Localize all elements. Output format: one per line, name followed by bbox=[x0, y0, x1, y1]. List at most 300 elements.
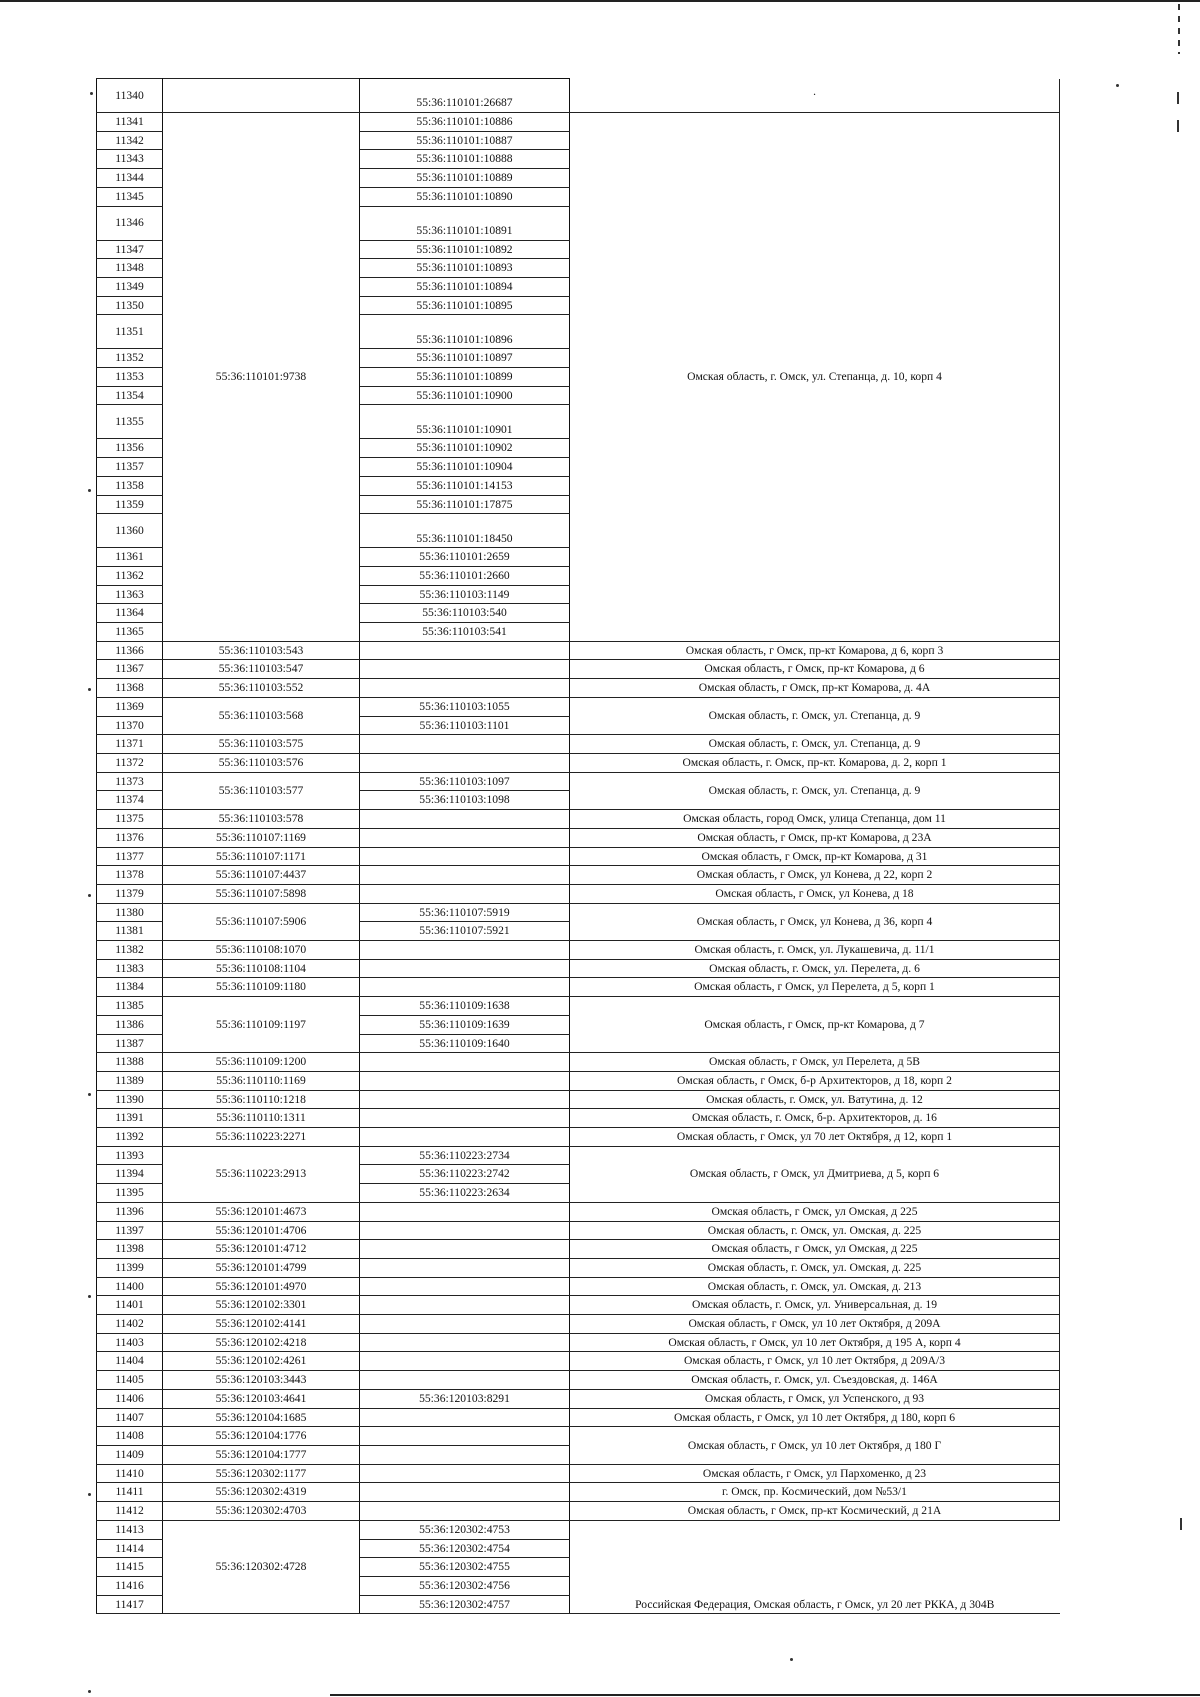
cadastral-number-cell: 55:36:110110:1169 bbox=[163, 1071, 360, 1090]
address-cell: Омская область, г Омск, ул 10 лет Октября, д 195 А, корп 4 bbox=[570, 1333, 1060, 1352]
row-number-cell: 11396 bbox=[97, 1202, 163, 1221]
table-row bbox=[97, 847, 1060, 866]
row-number-cell: 11342 bbox=[97, 131, 163, 150]
address-cell: г. Омск, пр. Космический, дом №53/1 bbox=[570, 1483, 1060, 1502]
included-object-cell: 55:36:110101:10896 bbox=[360, 315, 570, 349]
included-object-cell: 55:36:110101:10886 bbox=[360, 113, 570, 132]
row-number-cell: 11344 bbox=[97, 169, 163, 188]
included-object-cell: 55:36:110101:10887 bbox=[360, 131, 570, 150]
row-number-cell: 11343 bbox=[97, 150, 163, 169]
address-cell: Омская область, г Омск, ул Конева, д 36, корп 4 bbox=[570, 903, 1060, 940]
included-object-cell bbox=[360, 753, 570, 772]
row-number-cell: 11395 bbox=[97, 1184, 163, 1203]
row-number-cell: 11360 bbox=[97, 514, 163, 548]
address-cell: Омская область, г. Омск, ул. Степанца, д. 10, корп 4 bbox=[570, 113, 1060, 642]
address-cell: Омская область, г Омск, ул Пархоменко, д 23 bbox=[570, 1464, 1060, 1483]
included-object-cell: 55:36:110101:10904 bbox=[360, 458, 570, 477]
table-row bbox=[97, 753, 1060, 772]
address-cell: Омская область, г Омск, б-р Архитекторов, д 18, корп 2 bbox=[570, 1071, 1060, 1090]
row-number-cell: 11361 bbox=[97, 548, 163, 567]
row-number-cell: 11354 bbox=[97, 386, 163, 405]
included-object-cell: 55:36:110101:10891 bbox=[360, 206, 570, 240]
row-number-cell: 11373 bbox=[97, 772, 163, 791]
included-object-cell bbox=[360, 1315, 570, 1334]
row-number-cell: 11363 bbox=[97, 585, 163, 604]
address-cell: Омская область, г. Омск, ул. Универсальная, д. 19 bbox=[570, 1296, 1060, 1315]
included-object-cell bbox=[360, 941, 570, 960]
table-row bbox=[97, 1352, 1060, 1371]
included-object-cell: 55:36:110109:1638 bbox=[360, 997, 570, 1016]
cadastral-number-cell: 55:36:110110:1218 bbox=[163, 1090, 360, 1109]
cadastral-number-cell: 55:36:110107:1171 bbox=[163, 847, 360, 866]
address-cell: Омская область, г Омск, пр-кт Комарова, д 6 bbox=[570, 660, 1060, 679]
included-object-cell: 55:36:110101:10888 bbox=[360, 150, 570, 169]
included-object-cell bbox=[360, 847, 570, 866]
row-number-cell: 11402 bbox=[97, 1315, 163, 1334]
cadastral-number-cell: 55:36:110223:2913 bbox=[163, 1146, 360, 1202]
scan-speck bbox=[88, 1493, 91, 1496]
row-number-cell: 11347 bbox=[97, 240, 163, 259]
included-object-cell: 55:36:110101:18450 bbox=[360, 514, 570, 548]
table-row bbox=[97, 884, 1060, 903]
table-row bbox=[97, 1053, 1060, 1072]
row-number-cell: 11416 bbox=[97, 1576, 163, 1595]
table-row bbox=[97, 1483, 1060, 1502]
included-object-cell bbox=[360, 1502, 570, 1521]
cadastral-number-cell: 55:36:120102:4261 bbox=[163, 1352, 360, 1371]
table-row bbox=[97, 79, 1060, 113]
address-cell: Омская область, г. Омск, ул. Съездовская, д. 146А bbox=[570, 1371, 1060, 1390]
row-number-cell: 11341 bbox=[97, 113, 163, 132]
row-number-cell: 11355 bbox=[97, 405, 163, 439]
included-object-cell: 55:36:110103:1098 bbox=[360, 791, 570, 810]
included-object-cell bbox=[360, 828, 570, 847]
table-row bbox=[97, 1427, 1060, 1446]
address-cell: Омская область, г Омск, пр-кт Комарова, д 31 bbox=[570, 847, 1060, 866]
address-cell: Омская область, г Омск, ул Перелета, д 5, корп 1 bbox=[570, 978, 1060, 997]
address-cell: Омская область, г Омск, ул 10 лет Октября, д 209А/3 bbox=[570, 1352, 1060, 1371]
address-cell: Омская область, г Омск, ул Конева, д 18 bbox=[570, 884, 1060, 903]
table-body bbox=[97, 79, 1060, 1614]
table-row bbox=[97, 866, 1060, 885]
row-number-cell: 11371 bbox=[97, 735, 163, 754]
included-object-cell bbox=[360, 1258, 570, 1277]
cadastral-number-cell: 55:36:110108:1070 bbox=[163, 941, 360, 960]
included-object-cell: 55:36:110101:10900 bbox=[360, 386, 570, 405]
table-row bbox=[97, 1258, 1060, 1277]
row-number-cell: 11374 bbox=[97, 791, 163, 810]
row-number-cell: 11345 bbox=[97, 187, 163, 206]
included-object-cell bbox=[360, 1371, 570, 1390]
included-object-cell bbox=[360, 1202, 570, 1221]
included-object-cell: 55:36:110101:26687 bbox=[360, 79, 570, 113]
row-number-cell: 11367 bbox=[97, 660, 163, 679]
row-number-cell: 11378 bbox=[97, 866, 163, 885]
row-number-cell: 11372 bbox=[97, 753, 163, 772]
row-number-cell: 11349 bbox=[97, 277, 163, 296]
included-object-cell bbox=[360, 735, 570, 754]
included-object-cell bbox=[360, 641, 570, 660]
included-object-cell: 55:36:110107:5919 bbox=[360, 903, 570, 922]
row-number-cell: 11379 bbox=[97, 884, 163, 903]
row-number-cell: 11388 bbox=[97, 1053, 163, 1072]
table-row bbox=[97, 1146, 1060, 1165]
included-object-cell bbox=[360, 1352, 570, 1371]
address-cell: Омская область, г Омск, пр-кт Комарова, д 23А bbox=[570, 828, 1060, 847]
table-row bbox=[97, 1333, 1060, 1352]
cadastral-number-cell: 55:36:110110:1311 bbox=[163, 1109, 360, 1128]
included-object-cell bbox=[360, 679, 570, 698]
included-object-cell: 55:36:120302:4753 bbox=[360, 1520, 570, 1539]
cadastral-number-cell: 55:36:120104:1777 bbox=[163, 1446, 360, 1465]
included-object-cell bbox=[360, 1053, 570, 1072]
row-number-cell: 11366 bbox=[97, 641, 163, 660]
scan-artifact-dashes bbox=[1178, 4, 1180, 54]
address-cell: Омская область, г. Омск, ул. Омская, д. 225 bbox=[570, 1258, 1060, 1277]
row-number-cell: 11407 bbox=[97, 1408, 163, 1427]
table-row bbox=[97, 1202, 1060, 1221]
included-object-cell bbox=[360, 884, 570, 903]
cadastral-table bbox=[96, 78, 1060, 1614]
table-row bbox=[97, 1277, 1060, 1296]
cadastral-number-cell: 55:36:120101:4706 bbox=[163, 1221, 360, 1240]
cadastral-number-cell: 55:36:110103:578 bbox=[163, 810, 360, 829]
row-number-cell: 11397 bbox=[97, 1221, 163, 1240]
address-cell: Омская область, г Омск, ул Успенского, д 93 bbox=[570, 1389, 1060, 1408]
row-number-cell: 11390 bbox=[97, 1090, 163, 1109]
included-object-cell: 55:36:110101:10892 bbox=[360, 240, 570, 259]
included-object-cell: 55:36:120302:4757 bbox=[360, 1595, 570, 1614]
included-object-cell: 55:36:110101:17875 bbox=[360, 495, 570, 514]
cadastral-number-cell: 55:36:110103:577 bbox=[163, 772, 360, 809]
scan-speck bbox=[88, 1295, 91, 1298]
included-object-cell: 55:36:110101:10902 bbox=[360, 439, 570, 458]
cadastral-number-cell: 55:36:120302:1177 bbox=[163, 1464, 360, 1483]
row-number-cell: 11413 bbox=[97, 1520, 163, 1539]
cadastral-number-cell: 55:36:110103:540 bbox=[360, 604, 570, 623]
row-number-cell: 11362 bbox=[97, 566, 163, 585]
cadastral-number-cell: 55:36:120102:4141 bbox=[163, 1315, 360, 1334]
included-object-cell: 55:36:120302:4755 bbox=[360, 1558, 570, 1577]
scan-tick bbox=[1180, 1518, 1182, 1530]
scan-speck bbox=[88, 1690, 91, 1693]
table-row bbox=[97, 1389, 1060, 1408]
scan-speck bbox=[90, 92, 93, 95]
table-row bbox=[97, 735, 1060, 754]
included-object-cell: 55:36:110101:10895 bbox=[360, 296, 570, 315]
included-object-cell bbox=[360, 1446, 570, 1465]
cadastral-number-cell: 55:36:110223:2271 bbox=[163, 1128, 360, 1147]
included-object-cell: 55:36:110109:1640 bbox=[360, 1034, 570, 1053]
row-number-cell: 11391 bbox=[97, 1109, 163, 1128]
row-number-cell: 11352 bbox=[97, 349, 163, 368]
table-row bbox=[97, 1090, 1060, 1109]
row-number-cell: 11405 bbox=[97, 1371, 163, 1390]
table-row bbox=[97, 641, 1060, 660]
cadastral-number-cell: 55:36:110103:575 bbox=[163, 735, 360, 754]
row-number-cell: 11358 bbox=[97, 476, 163, 495]
address-cell: Омская область, г Омск, ул 10 лет Октября, д 180 Г bbox=[570, 1427, 1060, 1464]
included-object-cell: 55:36:110103:1055 bbox=[360, 697, 570, 716]
table-row bbox=[97, 1071, 1060, 1090]
included-object-cell bbox=[360, 1333, 570, 1352]
address-cell: Омская область, г. Омск, ул. Омская, д. 225 bbox=[570, 1221, 1060, 1240]
address-cell: Омская область, г. Омск, ул. Степанца, д. 9 bbox=[570, 735, 1060, 754]
cadastral-number-cell: 55:36:110103:541 bbox=[360, 623, 570, 642]
included-object-cell: 55:36:110107:5921 bbox=[360, 922, 570, 941]
address-cell: Омская область, г Омск, пр-кт Космический, д 21А bbox=[570, 1502, 1060, 1521]
cadastral-number-cell: 55:36:110103:552 bbox=[163, 679, 360, 698]
cadastral-number-cell: 55:36:120101:4799 bbox=[163, 1258, 360, 1277]
cadastral-number-cell: 55:36:110109:1180 bbox=[163, 978, 360, 997]
row-number-cell: 11417 bbox=[97, 1595, 163, 1614]
address-cell: Омская область, г Омск, ул Перелета, д 5В bbox=[570, 1053, 1060, 1072]
row-number-cell: 11384 bbox=[97, 978, 163, 997]
included-object-cell: 55:36:110223:2742 bbox=[360, 1165, 570, 1184]
row-number-cell: 11348 bbox=[97, 259, 163, 278]
row-number-cell: 11380 bbox=[97, 903, 163, 922]
row-number-cell: 11376 bbox=[97, 828, 163, 847]
table-row bbox=[97, 997, 1060, 1016]
included-object-cell bbox=[360, 1240, 570, 1259]
row-number-cell: 11368 bbox=[97, 679, 163, 698]
address-cell: Омская область, г Омск, пр-кт Комарова, д 6, корп 3 bbox=[570, 641, 1060, 660]
address-cell: Омская область, г. Омск, ул. Омская, д. 213 bbox=[570, 1277, 1060, 1296]
cadastral-number-cell: 55:36:110103:568 bbox=[163, 697, 360, 734]
row-number-cell: 11350 bbox=[97, 296, 163, 315]
cadastral-number-cell: 55:36:110107:5898 bbox=[163, 884, 360, 903]
scan-speck bbox=[1116, 84, 1119, 87]
cadastral-number-cell: 55:36:110103:1149 bbox=[360, 585, 570, 604]
row-number-cell: 11356 bbox=[97, 439, 163, 458]
included-object-cell: 55:36:110101:10893 bbox=[360, 259, 570, 278]
row-number-cell: 11340 bbox=[97, 79, 163, 113]
bottom-border-line bbox=[330, 1694, 1200, 1696]
row-number-cell: 11357 bbox=[97, 458, 163, 477]
table-row bbox=[97, 1128, 1060, 1147]
cadastral-number-cell: 55:36:120101:4970 bbox=[163, 1277, 360, 1296]
cadastral-number-cell: 55:36:120104:1685 bbox=[163, 1408, 360, 1427]
included-object-cell bbox=[360, 660, 570, 679]
row-number-cell: 11393 bbox=[97, 1146, 163, 1165]
included-object-cell: 55:36:110223:2634 bbox=[360, 1184, 570, 1203]
included-object-cell bbox=[360, 959, 570, 978]
included-object-cell bbox=[360, 1109, 570, 1128]
row-number-cell: 11381 bbox=[97, 922, 163, 941]
address-cell: Омская область, г Омск, ул 10 лет Октября, д 180, корп 6 bbox=[570, 1408, 1060, 1427]
cadastral-number-cell bbox=[163, 79, 360, 113]
address-cell: Омская область, г. Омск, ул. Перелета, д. 6 bbox=[570, 959, 1060, 978]
row-number-cell: 11386 bbox=[97, 1015, 163, 1034]
scan-speck bbox=[88, 489, 91, 492]
cadastral-number-cell: 55:36:110107:1169 bbox=[163, 828, 360, 847]
included-object-cell: 55:36:110101:14153 bbox=[360, 476, 570, 495]
included-object-cell: 55:36:110101:2659 bbox=[360, 548, 570, 567]
table-row bbox=[97, 941, 1060, 960]
included-object-cell bbox=[360, 866, 570, 885]
address-cell: Омская область, г. Омск, ул. Степанца, д. 9 bbox=[570, 697, 1060, 734]
row-number-cell: 11404 bbox=[97, 1352, 163, 1371]
row-number-cell: 11400 bbox=[97, 1277, 163, 1296]
cadastral-number-cell: 55:36:120302:4703 bbox=[163, 1502, 360, 1521]
included-object-cell: 55:36:110103:1097 bbox=[360, 772, 570, 791]
row-number-cell: 11392 bbox=[97, 1128, 163, 1147]
included-object-cell: 55:36:110101:10897 bbox=[360, 349, 570, 368]
table-row bbox=[97, 1240, 1060, 1259]
scan-speck bbox=[88, 688, 91, 691]
address-cell: Омская область, г Омск, ул Дмитриева, д 5, корп 6 bbox=[570, 1146, 1060, 1202]
cadastral-number-cell: 55:36:110107:4437 bbox=[163, 866, 360, 885]
scan-tick bbox=[1177, 92, 1179, 104]
row-number-cell: 11377 bbox=[97, 847, 163, 866]
table-row bbox=[97, 1109, 1060, 1128]
cadastral-number-cell: 55:36:110109:1200 bbox=[163, 1053, 360, 1072]
table-row bbox=[97, 810, 1060, 829]
row-number-cell: 11412 bbox=[97, 1502, 163, 1521]
row-number-cell: 11375 bbox=[97, 810, 163, 829]
included-object-cell bbox=[360, 1427, 570, 1446]
address-cell: Омская область, г. Омск, б-р. Архитекторов, д. 16 bbox=[570, 1109, 1060, 1128]
included-object-cell bbox=[360, 978, 570, 997]
included-object-cell bbox=[360, 1296, 570, 1315]
included-object-cell: 55:36:110101:2660 bbox=[360, 566, 570, 585]
scan-speck bbox=[88, 894, 91, 897]
row-number-cell: 11398 bbox=[97, 1240, 163, 1259]
cadastral-number-cell: 55:36:110103:543 bbox=[163, 641, 360, 660]
row-number-cell: 11346 bbox=[97, 206, 163, 240]
row-number-cell: 11389 bbox=[97, 1071, 163, 1090]
address-cell: Омская область, г Омск, ул Омская, д 225 bbox=[570, 1202, 1060, 1221]
included-object-cell: 55:36:120302:4756 bbox=[360, 1576, 570, 1595]
table-row bbox=[97, 1221, 1060, 1240]
included-object-cell bbox=[360, 810, 570, 829]
address-cell: Омская область, г. Омск, ул. Ватутина, д. 12 bbox=[570, 1090, 1060, 1109]
included-object-cell: 55:36:110223:2734 bbox=[360, 1146, 570, 1165]
row-number-cell: 11369 bbox=[97, 697, 163, 716]
row-number-cell: 11399 bbox=[97, 1258, 163, 1277]
table-row bbox=[97, 1464, 1060, 1483]
cadastral-number-cell: 55:36:120103:3443 bbox=[163, 1371, 360, 1390]
row-number-cell: 11411 bbox=[97, 1483, 163, 1502]
cadastral-number-cell: 55:36:110103:576 bbox=[163, 753, 360, 772]
row-number-cell: 11365 bbox=[97, 623, 163, 642]
cadastral-number-cell: 55:36:110101:9738 bbox=[163, 113, 360, 642]
cadastral-number-cell: 55:36:110103:547 bbox=[163, 660, 360, 679]
row-number-cell: 11406 bbox=[97, 1389, 163, 1408]
row-number-cell: 11410 bbox=[97, 1464, 163, 1483]
included-object-cell: 55:36:110101:10890 bbox=[360, 187, 570, 206]
table-row bbox=[97, 959, 1060, 978]
address-cell: Омская область, город Омск, улица Степанца, дом 11 bbox=[570, 810, 1060, 829]
cadastral-number-cell: 55:36:120102:4218 bbox=[163, 1333, 360, 1352]
cadastral-number-cell: 55:36:120103:4641 bbox=[163, 1389, 360, 1408]
address-cell: Омская область, г. Омск, пр-кт. Комарова, д. 2, корп 1 bbox=[570, 753, 1060, 772]
row-number-cell: 11408 bbox=[97, 1427, 163, 1446]
included-object-cell bbox=[360, 1090, 570, 1109]
cadastral-number-cell: 55:36:120101:4712 bbox=[163, 1240, 360, 1259]
table-row bbox=[97, 113, 1060, 132]
included-object-cell: 55:36:110101:10889 bbox=[360, 169, 570, 188]
address-cell: Омская область, г Омск, ул Конева, д 22, корп 2 bbox=[570, 866, 1060, 885]
row-number-cell: 11415 bbox=[97, 1558, 163, 1577]
table-row bbox=[97, 772, 1060, 791]
row-number-cell: 11370 bbox=[97, 716, 163, 735]
row-number-cell: 11409 bbox=[97, 1446, 163, 1465]
address-cell: Российская Федерация, Омская область, г Омск, ул 20 лет РККА, д 304В bbox=[570, 1520, 1060, 1614]
table-row bbox=[97, 679, 1060, 698]
table-row bbox=[97, 1315, 1060, 1334]
address-cell: Омская область, г. Омск, ул. Лукашевича, д. 11/1 bbox=[570, 941, 1060, 960]
included-object-cell: 55:36:110103:1101 bbox=[360, 716, 570, 735]
row-number-cell: 11364 bbox=[97, 604, 163, 623]
table-row bbox=[97, 1502, 1060, 1521]
scan-speck bbox=[790, 1658, 793, 1661]
included-object-cell bbox=[360, 1277, 570, 1296]
cadastral-number-cell: 55:36:120302:4319 bbox=[163, 1483, 360, 1502]
address-cell: Омская область, г. Омск, ул. Степанца, д. 9 bbox=[570, 772, 1060, 809]
included-object-cell bbox=[360, 1483, 570, 1502]
row-number-cell: 11401 bbox=[97, 1296, 163, 1315]
included-object-cell: 55:36:110101:10894 bbox=[360, 277, 570, 296]
row-number-cell: 11383 bbox=[97, 959, 163, 978]
included-object-cell bbox=[360, 1408, 570, 1427]
table-row bbox=[97, 1520, 1060, 1539]
row-number-cell: 11359 bbox=[97, 495, 163, 514]
included-object-cell: 55:36:120302:4754 bbox=[360, 1539, 570, 1558]
address-cell: · bbox=[570, 79, 1060, 113]
table-row bbox=[97, 1371, 1060, 1390]
address-cell: Омская область, г Омск, пр-кт Комарова, д 7 bbox=[570, 997, 1060, 1053]
scan-speck bbox=[88, 1093, 91, 1096]
included-object-cell bbox=[360, 1071, 570, 1090]
included-object-cell: 55:36:120103:8291 bbox=[360, 1389, 570, 1408]
included-object-cell bbox=[360, 1221, 570, 1240]
address-cell: Омская область, г Омск, ул Омская, д 225 bbox=[570, 1240, 1060, 1259]
row-number-cell: 11351 bbox=[97, 315, 163, 349]
table-row bbox=[97, 978, 1060, 997]
included-object-cell: 55:36:110101:10899 bbox=[360, 368, 570, 387]
table-row bbox=[97, 1296, 1060, 1315]
row-number-cell: 11382 bbox=[97, 941, 163, 960]
cadastral-number-cell: 55:36:120302:4728 bbox=[163, 1520, 360, 1614]
cadastral-number-cell: 55:36:110107:5906 bbox=[163, 903, 360, 940]
cadastral-number-cell: 55:36:110109:1197 bbox=[163, 997, 360, 1053]
row-number-cell: 11403 bbox=[97, 1333, 163, 1352]
cadastral-number-cell: 55:36:110108:1104 bbox=[163, 959, 360, 978]
cadastral-number-cell: 55:36:120102:3301 bbox=[163, 1296, 360, 1315]
cadastral-number-cell: 55:36:120104:1776 bbox=[163, 1427, 360, 1446]
included-object-cell: 55:36:110109:1639 bbox=[360, 1015, 570, 1034]
included-object-cell: 55:36:110101:10901 bbox=[360, 405, 570, 439]
table-row bbox=[97, 660, 1060, 679]
row-number-cell: 11394 bbox=[97, 1165, 163, 1184]
scan-tick bbox=[1177, 120, 1179, 132]
included-object-cell bbox=[360, 1464, 570, 1483]
table-row bbox=[97, 697, 1060, 716]
table-row bbox=[97, 1408, 1060, 1427]
table-row bbox=[97, 828, 1060, 847]
address-cell: Омская область, г Омск, ул 10 лет Октября, д 209А bbox=[570, 1315, 1060, 1334]
top-border-line bbox=[0, 0, 1200, 2]
table-row bbox=[97, 903, 1060, 922]
row-number-cell: 11387 bbox=[97, 1034, 163, 1053]
cadastral-number-cell: 55:36:120101:4673 bbox=[163, 1202, 360, 1221]
address-cell: Омская область, г Омск, пр-кт Комарова, д. 4А bbox=[570, 679, 1060, 698]
row-number-cell: 11385 bbox=[97, 997, 163, 1016]
included-object-cell bbox=[360, 1128, 570, 1147]
row-number-cell: 11414 bbox=[97, 1539, 163, 1558]
address-cell: Омская область, г Омск, ул 70 лет Октября, д 12, корп 1 bbox=[570, 1128, 1060, 1147]
